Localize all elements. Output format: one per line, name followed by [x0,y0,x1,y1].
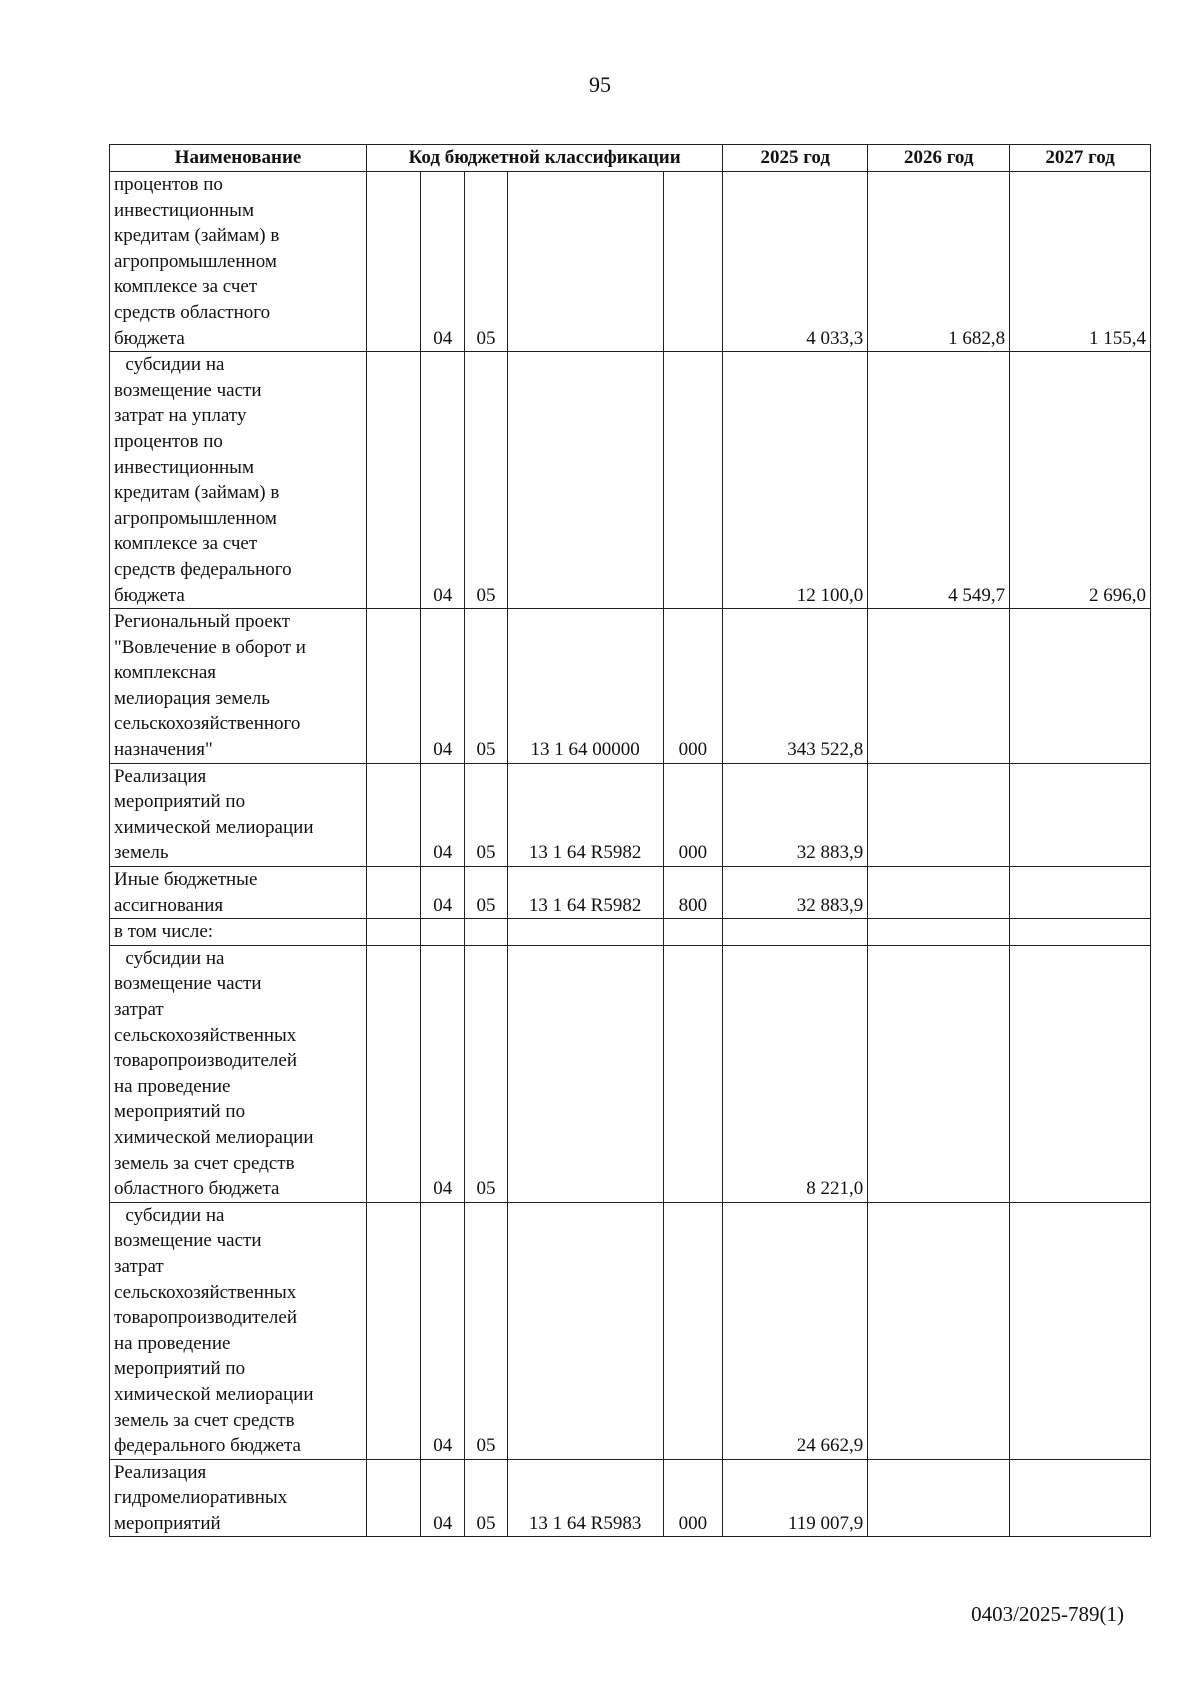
header-2026: 2026 год [868,145,1010,172]
amount-2026: 4 549,7 [868,352,1010,609]
row-name-line: затрат [114,1255,164,1277]
code-cell [367,945,421,1202]
expense-type-code [663,919,723,946]
expense-type-code: 000 [663,1459,723,1537]
amount-2025: 8 221,0 [723,945,868,1202]
row-name-line: земель [114,842,169,864]
row-name-line: сельскохозяйственных [114,1024,297,1046]
row-name-line: агропромышленном [114,507,277,529]
row-name [110,867,367,919]
code-cell [367,1459,421,1537]
row-name [110,1459,367,1537]
row-name-line: возмещение части [114,1230,262,1252]
budget-table [109,144,1151,1537]
row-name-line: мероприятий по [114,1358,246,1380]
target-item-code: 13 1 64 R5983 [507,1459,663,1537]
row-name-line: химической мелиорации [114,1126,314,1148]
row-name-line: Иные бюджетные [114,869,258,891]
row-name-line: ассигнования [114,894,224,916]
row-name [110,352,367,609]
target-item-code [507,1202,663,1459]
row-name-line: Реализация [114,1461,207,1483]
row-name-line: возмещение части [114,379,262,401]
row-name-line: мероприятий по [114,791,246,813]
row-name [110,172,367,352]
expense-type-code [663,1202,723,1459]
expense-type-code [663,352,723,609]
row-name-line: Реализация [114,765,207,787]
row-name-line: кредитам (займам) в [114,482,280,504]
table-row [110,1202,1151,1459]
amount-2026 [868,1202,1010,1459]
row-name-line: комплексе за счет [114,276,258,298]
table-row [110,1459,1151,1537]
row-name-line: агропромышленном [114,250,277,272]
table-body [110,172,1151,1537]
row-name-line: мелиорация земель [114,687,270,709]
code-cell [367,352,421,609]
target-item-code: 13 1 64 R5982 [507,763,663,866]
amount-2026 [868,609,1010,764]
amount-2027: 2 696,0 [1010,352,1151,609]
amount-2026 [868,945,1010,1202]
section-code: 04 [421,1459,465,1537]
row-name-line: сельскохозяйственных [114,1281,297,1303]
document-code: 0403/2025-789(1) [971,1602,1124,1626]
expense-type-code [663,945,723,1202]
row-name-line: бюджета [114,584,185,606]
code-cell [367,763,421,866]
page-number: 95 [589,72,611,97]
subsection-code: 05 [465,945,508,1202]
row-name-line: процентов по [114,430,223,452]
amount-2025: 343 522,8 [723,609,868,764]
row-name [110,1202,367,1459]
subsection-code: 05 [465,609,508,764]
amount-2026: 1 682,8 [868,172,1010,352]
code-cell [367,172,421,352]
amount-2027 [1010,763,1151,866]
amount-2027 [1010,1459,1151,1537]
row-name-line: инвестиционным [114,199,254,221]
amount-2027 [1010,1202,1151,1459]
row-name-line: бюджета [114,327,185,349]
row-name-line: на проведение [114,1332,231,1354]
row-name-line: комплексная [114,662,217,684]
table-row [110,352,1151,609]
header-2027: 2027 год [1010,145,1151,172]
amount-2027 [1010,919,1151,946]
row-name-line: "Вовлечение в оборот и [114,636,306,658]
row-name-line: химической мелиорации [114,1383,314,1405]
table-row [110,172,1151,352]
subsection-code [465,919,508,946]
subsection-code: 05 [465,867,508,919]
amount-2025 [723,919,868,946]
section-code: 04 [421,945,465,1202]
target-item-code: 13 1 64 R5982 [507,867,663,919]
row-name-line: товаропроизводителей [114,1050,297,1072]
row-name [110,609,367,764]
expense-type-code: 000 [663,609,723,764]
subsection-code: 05 [465,352,508,609]
amount-2025: 32 883,9 [723,867,868,919]
subsection-code: 05 [465,1459,508,1537]
expense-type-code [663,172,723,352]
target-item-code [507,945,663,1202]
row-name-line: товаропроизводителей [114,1307,297,1329]
table-row [110,867,1151,919]
amount-2025: 32 883,9 [723,763,868,866]
amount-2026 [868,867,1010,919]
target-item-code [507,919,663,946]
row-name-line: средств областного [114,301,271,323]
row-name-line: областного бюджета [114,1178,280,1200]
row-name-line: химической мелиорации [114,816,314,838]
section-code: 04 [421,763,465,866]
row-name-line: сельскохозяйственного [114,713,301,735]
amount-2026 [868,763,1010,866]
row-name [110,763,367,866]
row-name-line: субсидии на [125,354,225,376]
amount-2026 [868,1459,1010,1537]
row-name-line: федерального бюджета [114,1435,301,1457]
table-header-row [110,145,1151,172]
row-name-line: субсидии на [125,1204,225,1226]
target-item-code [507,172,663,352]
header-name: Наименование [110,145,367,172]
row-name-line: гидромелиоративных [114,1487,288,1509]
amount-2027 [1010,945,1151,1202]
row-name-line: затрат на уплату [114,405,247,427]
row-name-line: затрат [114,999,164,1020]
code-cell [367,1202,421,1459]
row-name [110,919,367,946]
row-name-line: средств федерального [114,558,292,580]
amount-2027: 1 155,4 [1010,172,1151,352]
amount-2025: 4 033,3 [723,172,868,352]
section-code: 04 [421,1202,465,1459]
target-item-code: 13 1 64 00000 [507,609,663,764]
section-code: 04 [421,172,465,352]
amount-2027 [1010,867,1151,919]
table-row [110,945,1151,1202]
table-row [110,609,1151,764]
row-name-line: Региональный проект [114,611,291,633]
amount-2025: 119 007,9 [723,1459,868,1537]
row-name-line: субсидии на [125,947,225,969]
target-item-code [507,352,663,609]
header-2025: 2025 год [723,145,868,172]
amount-2025: 12 100,0 [723,352,868,609]
row-name-line: мероприятий по [114,1101,246,1123]
table-row [110,763,1151,866]
row-name-line: кредитам (займам) в [114,225,280,247]
row-name-line: процентов по [114,174,223,195]
amount-2026 [868,919,1010,946]
row-name-line: назначения" [114,739,213,761]
row-name-line: земель за счет средств [114,1409,295,1431]
code-cell [367,609,421,764]
subsection-code: 05 [465,763,508,866]
row-name [110,945,367,1202]
header-code: Код бюджетной классификации [367,145,723,172]
subsection-code: 05 [465,172,508,352]
row-name-line: на проведение [114,1075,231,1097]
amount-2027 [1010,609,1151,764]
section-code: 04 [421,352,465,609]
expense-type-code: 000 [663,763,723,866]
section-code: 04 [421,867,465,919]
code-cell [367,919,421,946]
row-name-line: земель за счет средств [114,1152,295,1174]
row-name-line: мероприятий [114,1512,221,1534]
code-cell [367,867,421,919]
row-name-line: в том числе: [114,921,214,943]
table-row [110,919,1151,946]
section-code [421,919,465,946]
subsection-code: 05 [465,1202,508,1459]
section-code: 04 [421,609,465,764]
row-name-line: комплексе за счет [114,533,258,555]
row-name-line: возмещение части [114,973,262,995]
row-name-line: инвестиционным [114,456,254,478]
amount-2025: 24 662,9 [723,1202,868,1459]
expense-type-code: 800 [663,867,723,919]
